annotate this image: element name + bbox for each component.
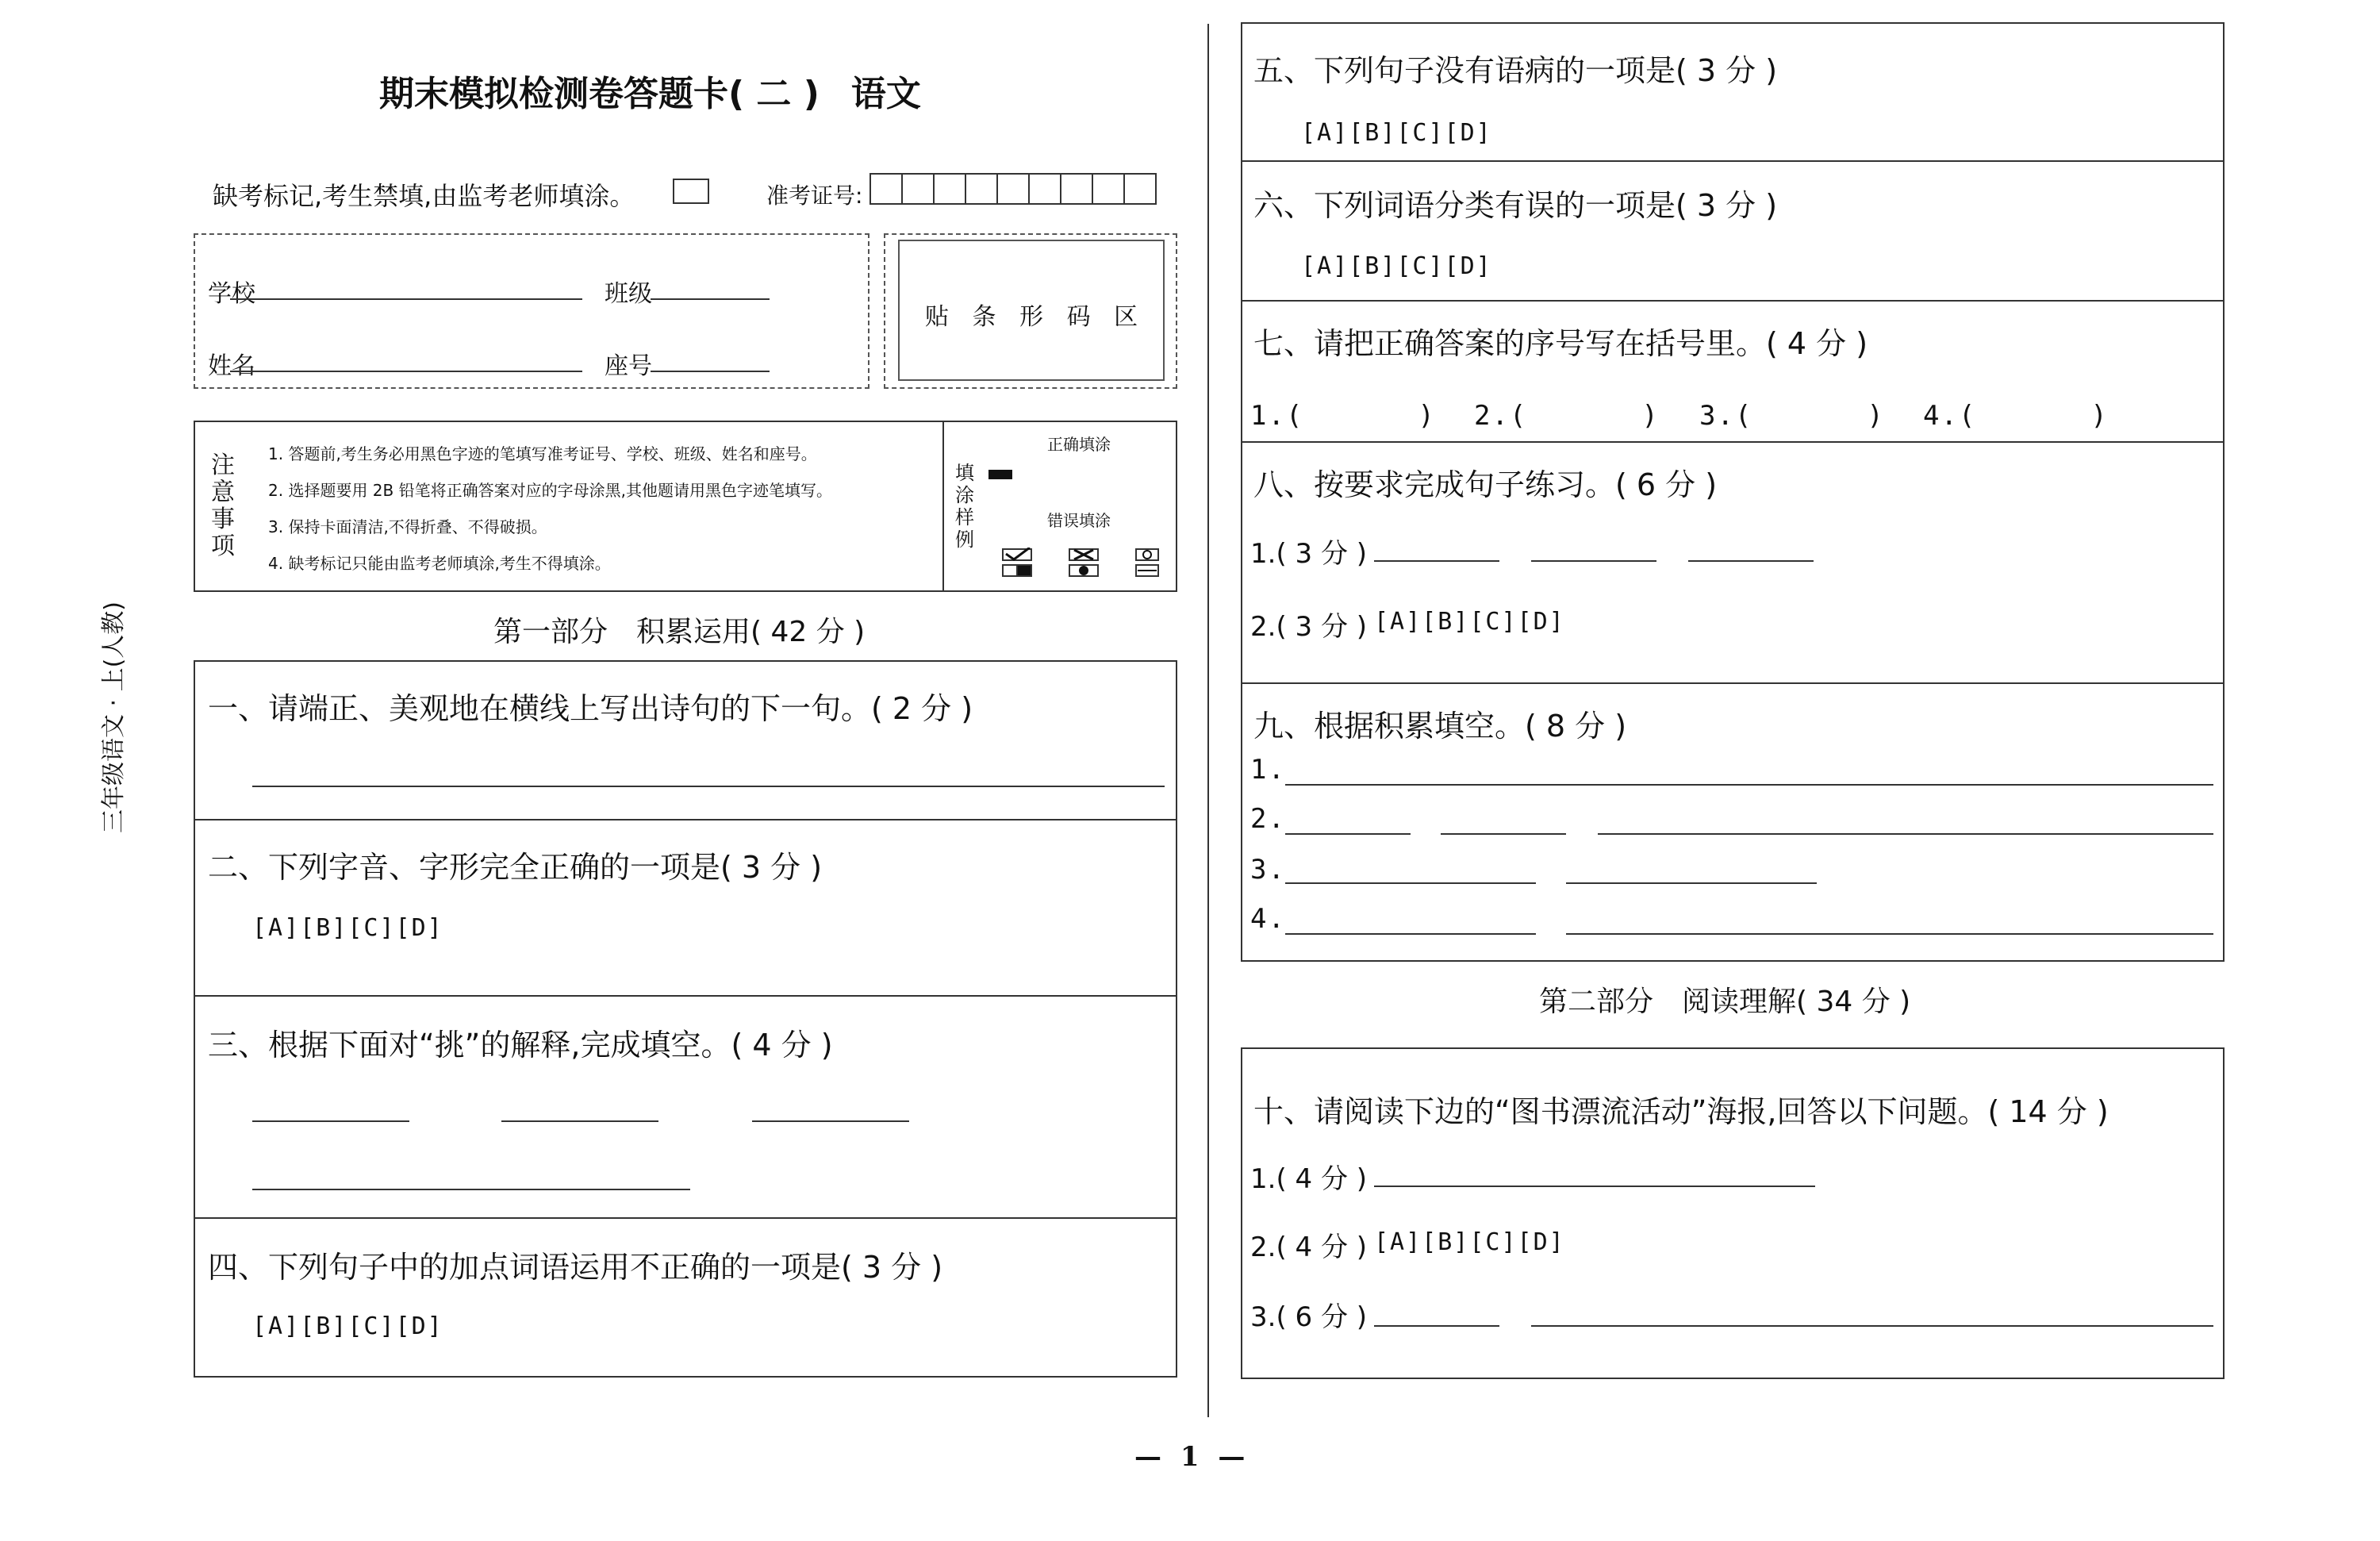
q9-num-1: 1. (1250, 754, 1286, 786)
page-title: 期末模拟检测卷答题卡( 二 ) 语文 (379, 74, 921, 114)
school-input[interactable] (230, 298, 582, 300)
q8-2-options[interactable]: [A][B][C][D] (1374, 608, 1565, 636)
q10-3-label: 3.( 6 分 ) (1250, 1301, 1368, 1333)
q9-num-3: 3. (1250, 854, 1286, 886)
barcode-label: 贴 条 形 码 区 (925, 303, 1146, 331)
seat-label: 座号 (605, 352, 652, 380)
note-item-2: 2. 选择题要用 2B 铅笔将正确答案对应的字母涂黑,其他题请用黑色字迹笔填写。 (268, 481, 832, 500)
wrong-fill-label: 错误填涂 (1047, 511, 1111, 530)
q3-blank-3[interactable] (752, 1120, 909, 1122)
q9-2-blank-1[interactable] (1285, 833, 1411, 835)
exam-id-label: 准考证号: (766, 183, 863, 209)
q5-text: 五、下列句子没有语病的一项是( 3 分 ) (1253, 53, 1778, 88)
q5-options[interactable]: [A][B][C][D] (1301, 119, 1492, 147)
q10-2-options[interactable]: [A][B][C][D] (1374, 1228, 1565, 1256)
q7-blank-2[interactable]: 2.( ) (1474, 400, 1660, 432)
school-label: 学校 (208, 280, 255, 308)
note-item-1: 1. 答题前,考生务必用黑色字迹的笔填写准考证号、学校、班级、姓名和座号。 (268, 444, 817, 463)
q10-text: 十、请阅读下边的“图书漂流活动”海报,回答以下问题。( 14 分 ) (1253, 1094, 2109, 1129)
q3-blank-2[interactable] (501, 1120, 658, 1122)
seat-input[interactable] (651, 371, 770, 372)
student-info-box (194, 233, 869, 389)
q1-answer-line[interactable] (252, 786, 1165, 787)
q8-1-blank-2[interactable] (1531, 560, 1656, 562)
q10-1-label: 1.( 4 分 ) (1250, 1163, 1368, 1195)
q3-text: 三、根据下面对“挑”的解释,完成填空。( 4 分 ) (208, 1028, 833, 1063)
q10-3-blank-2[interactable] (1531, 1325, 2213, 1327)
q4-text: 四、下列句子中的加点词语运用不正确的一项是( 3 分 ) (208, 1250, 943, 1285)
q7-blank-1[interactable]: 1.( ) (1250, 400, 1436, 432)
q3-blank-4[interactable] (252, 1189, 690, 1190)
note-item-4: 4. 缺考标记只能由监考老师填涂,考生不得填涂。 (268, 554, 611, 573)
q7-blank-4[interactable]: 4.( ) (1923, 400, 2109, 432)
class-label: 班级 (605, 280, 652, 308)
q7-text: 七、请把正确答案的序号写在括号里。( 4 分 ) (1253, 326, 1868, 361)
q6-options[interactable]: [A][B][C][D] (1301, 252, 1492, 280)
q9-num-4: 4. (1250, 903, 1286, 935)
absent-checkbox[interactable] (673, 179, 709, 204)
q9-2-blank-3[interactable] (1598, 833, 2213, 835)
q8-1-label: 1.( 3 分 ) (1250, 538, 1368, 570)
q8-1-blank-1[interactable] (1374, 560, 1499, 562)
q9-3-blank-1[interactable] (1285, 882, 1536, 884)
q9-3-blank-2[interactable] (1566, 882, 1817, 884)
q9-text: 九、根据积累填空。( 8 分 ) (1253, 709, 1627, 744)
wrong-fill-sample-icons (1001, 548, 1160, 586)
q10-3-blank-1[interactable] (1374, 1325, 1499, 1327)
absent-label: 缺考标记,考生禁填,由监考老师填涂。 (213, 181, 635, 211)
q10-2-label: 2.( 4 分 ) (1250, 1232, 1368, 1263)
exam-id-boxes[interactable] (871, 173, 1157, 206)
q3-blank-1[interactable] (252, 1120, 409, 1122)
q8-2-label: 2.( 3 分 ) (1250, 611, 1368, 643)
q9-4-blank-1[interactable] (1285, 933, 1536, 935)
name-label: 姓名 (208, 352, 255, 380)
q10-1-blank[interactable] (1374, 1186, 1815, 1187)
part1-title: 第一部分 积累运用( 42 分 ) (493, 616, 866, 648)
center-divider (1207, 24, 1209, 1417)
q9-1-blank[interactable] (1285, 784, 2213, 786)
page-number: — 1 — (1134, 1441, 1250, 1473)
q1-text: 一、请端正、美观地在横线上写出诗句的下一句。( 2 分 ) (208, 691, 973, 726)
notes-title: 注意事项 (211, 452, 235, 560)
name-input[interactable] (230, 371, 582, 372)
q8-1-blank-3[interactable] (1688, 560, 1814, 562)
q4-box (194, 1217, 1177, 1378)
q9-4-blank-2[interactable] (1566, 933, 2213, 935)
class-input[interactable] (651, 298, 770, 300)
q6-text: 六、下列词语分类有误的一项是( 3 分 ) (1253, 188, 1778, 223)
correct-fill-label: 正确填涂 (1047, 435, 1111, 454)
q7-blank-3[interactable]: 3.( ) (1699, 400, 1885, 432)
part2-title: 第二部分 阅读理解( 34 分 ) (1539, 986, 1911, 1018)
note-item-3: 3. 保持卡面清洁,不得折叠、不得破损。 (268, 517, 547, 536)
q9-2-blank-2[interactable] (1441, 833, 1566, 835)
sample-title: 填涂样例 (955, 462, 974, 551)
q8-text: 八、按要求完成句子练习。( 6 分 ) (1253, 467, 1718, 502)
q4-options[interactable]: [A][B][C][D] (252, 1312, 443, 1340)
q2-options[interactable]: [A][B][C][D] (252, 914, 443, 942)
correct-fill-sample-icon (988, 470, 1012, 479)
q9-num-2: 2. (1250, 803, 1286, 835)
q2-text: 二、下列字音、字形完全正确的一项是( 3 分 ) (208, 850, 823, 885)
